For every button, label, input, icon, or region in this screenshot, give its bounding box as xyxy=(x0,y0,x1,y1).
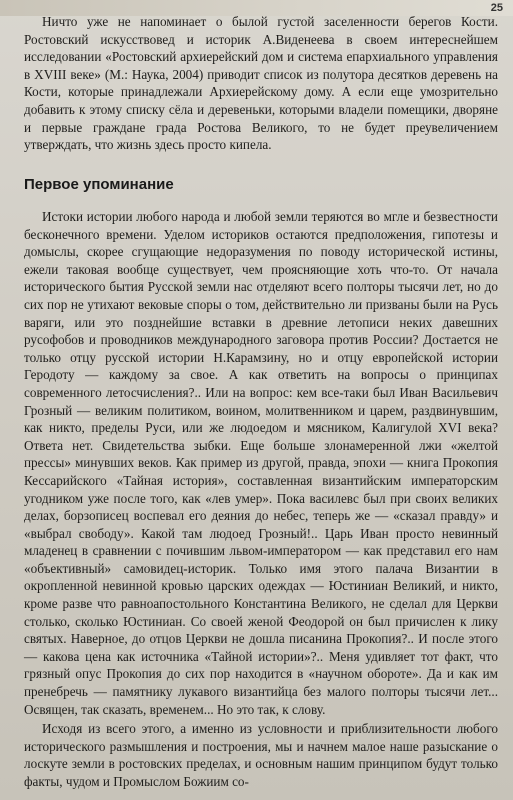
section-heading: Первое упоминание xyxy=(24,176,174,193)
body-paragraph-1: Истоки истории любого народа и любой земли теряются во мгле и безвестности бесконечного времени. Уделом историков остаются предположения, гипотезы и домыслы, скорее сгущающие недоразумения по поводу исторической истины, ежели таковая вообще существует, чем проясняющие хоть что-то. От начала исторического бытия Русской земли нас отделяют всего полторы тысячи лет, но до сих пор не утихают вековые споры о том, действительно ли призваны были на Русь варяги, или это позднейшие вставки в древние летописи неких давешних русофобов и проводников международного заговора против России? Достается не только отцу русской истории Н.Карамзину, но и отцу европейской истории Геродоту — каждому за свое. А как ответить на вопросы о принципах современного летосчисления?.. Или на вопрос: кем все-таки был Иван Васильевич Грозный — великим политиком, воином, молитвенником и царем, раздвинувшим, как никто, пределы Руси, или же людоедом и мясником, Калигулой XVI века? Ответа нет. Свидетельства зыбки. Еще больше злонамеренной лжи «желтой прессы» минувших веков. Как пример из другой, правда, эпохи — книга Прокопия Кессарийского «Тайная история», составленная византийским императорским угодником уже после того, как «лев умер». Пока василевс был при своих великих делах, борзописец воспевал его деяния до небес, теперь же — «сказал правду» и «выбрал свободу». Какой там людоед Грозный!.. Царь Иван просто невинный младенец в сравнении с почившим львом-императором — как представил его нам «объективный» самовидец-историк. Только имя этого палача Византии в окропленной невинной кровью царских одеждах — Юстиниан Великий, и никто, кроме разве что равноапостольного Константина Великого, не сделал для Церкви столько, сколько Юстиниан. Со своей женой Феодорой он был причислен к лику святых. Наверное, до отцов Церкви не дошла писанина Прокопия?.. И после этого — какова цена как источника «Тайной истории»?.. Меня удивляет тот факт, что грязный опус Прокопия до сих пор находится в «научном обороте». Да и как им пренебречь — памятнику лукавого византийца без малого полторы тысячи лет... Освящен, так сказать, временем... Но это так, к слову. xyxy=(24,209,498,717)
intro-paragraph: Ничто уже не напоминает о былой густой заселенности берегов Кости. Ростовский искусствовед и историк А.Виденеева в своем интереснейшем исследовании «Ростовский архиерейский дом и система епархиального управления в XVIII веке» (М.: Наука, 2004) приводит список из полутора десятков деревень на Кости, которые принадлежали Архиерейскому дому. А если еще умозрительно добавить к этому списку сёла и деревеньки, которыми владели помещики, дворяне и первые граждане града Ростова Великого, то не будет преувеличением утверждать, что жизнь здесь просто кипела. xyxy=(24,14,498,153)
body-paragraph-2: Исходя из всего этого, а именно из условности и приблизительности любого исторического размышления и построения, мы и начнем малое наше разыскание о лоскуте земли в ростовских пределах, и основным нашим принципом будут только факты, чудом и Промыслом Божиим со- xyxy=(24,721,498,789)
intro-text xyxy=(24,13,498,154)
section-body xyxy=(24,208,498,791)
page-number: 25 xyxy=(490,2,503,14)
